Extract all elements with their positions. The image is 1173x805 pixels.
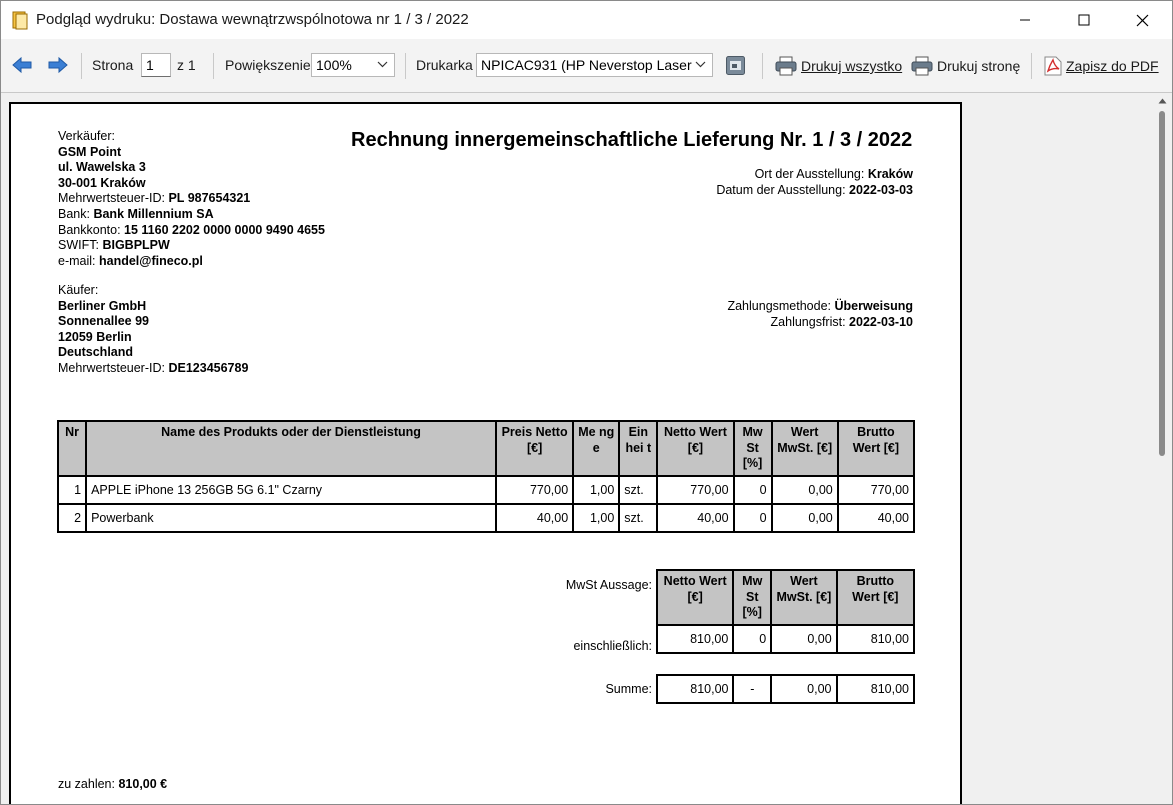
issue-place-value: Kraków bbox=[867, 167, 913, 181]
preview-area bbox=[1, 92, 1172, 805]
table-cell: 810,00 bbox=[657, 675, 733, 703]
payment-info bbox=[727, 299, 913, 330]
table-cell: 1 bbox=[58, 476, 86, 504]
table-cell: 40,00 bbox=[657, 504, 733, 532]
seller-swift bbox=[58, 238, 325, 254]
column-header: Brutto Wert [€] bbox=[837, 570, 914, 625]
page-count-label: z 1 bbox=[177, 57, 196, 73]
amount-due-label: zu zahlen: bbox=[58, 777, 115, 791]
column-header: Brutto Wert [€] bbox=[838, 421, 914, 476]
vertical-scrollbar[interactable] bbox=[1153, 93, 1172, 805]
arrow-right-icon bbox=[48, 56, 68, 74]
seller-vat-label: Mehrwertsteuer-ID: bbox=[58, 191, 165, 206]
column-header: Netto Wert [€] bbox=[657, 570, 733, 625]
maximize-icon bbox=[1078, 14, 1090, 26]
print-page-button[interactable] bbox=[911, 53, 1020, 79]
zoom-label: Powiększenie bbox=[225, 57, 311, 73]
payment-due-label: Zahlungsfrist: bbox=[770, 314, 846, 329]
invoice-title: Rechnung innergemeinschaftliche Lieferung Nr. 1 / 3 / 2022 bbox=[351, 129, 913, 151]
payment-method-label: Zahlungsmethode: bbox=[727, 299, 832, 313]
column-header: Wert MwSt. [€] bbox=[771, 570, 837, 625]
table-cell: 770,00 bbox=[838, 476, 914, 504]
column-header: Name des Produkts oder der Dienstleistung bbox=[86, 421, 496, 476]
table-cell: 0 bbox=[734, 504, 772, 532]
zoom-value: 100% bbox=[316, 57, 352, 73]
toolbar-separator bbox=[1031, 53, 1032, 79]
print-all-button[interactable] bbox=[775, 53, 902, 79]
chevron-down-icon bbox=[377, 60, 388, 68]
amount-due bbox=[58, 777, 167, 793]
chevron-down-icon bbox=[695, 60, 706, 68]
column-header: Me ng e bbox=[573, 421, 619, 476]
print-all-label: Drukuj wszystko bbox=[801, 58, 903, 74]
column-header: Ein hei t bbox=[619, 421, 657, 476]
next-page-button[interactable] bbox=[48, 56, 68, 79]
minimize-button[interactable] bbox=[996, 1, 1054, 39]
toolbar-separator bbox=[81, 53, 82, 79]
seller-email-label: e-mail: bbox=[58, 253, 96, 268]
prev-page-button[interactable] bbox=[12, 56, 32, 79]
table-cell: 0,00 bbox=[771, 625, 837, 653]
window-title: Podgląd wydruku: Dostawa wewnątrzwspólnotowa nr 1 / 3 / 2022 bbox=[36, 11, 469, 28]
buyer-vat-value: DE123456789 bbox=[168, 360, 249, 375]
table-row bbox=[657, 675, 914, 703]
seller-block bbox=[58, 129, 325, 269]
scrollbar-thumb[interactable] bbox=[1159, 111, 1165, 456]
table-cell: 0 bbox=[734, 476, 772, 504]
payment-due-value: 2022-03-10 bbox=[849, 314, 913, 329]
table-cell: 0,00 bbox=[772, 504, 838, 532]
zoom-select[interactable] bbox=[311, 53, 395, 77]
table-cell: 1,00 bbox=[573, 504, 619, 532]
vat-summary-table bbox=[656, 569, 915, 654]
table-cell: 2 bbox=[58, 504, 86, 532]
close-icon bbox=[1136, 14, 1149, 27]
table-cell: 770,00 bbox=[496, 476, 573, 504]
table-row bbox=[58, 504, 914, 532]
table-cell: APPLE iPhone 13 256GB 5G 6.1" Czarny bbox=[86, 476, 496, 504]
printer-icon bbox=[775, 56, 797, 76]
buyer-city: 12059 Berlin bbox=[58, 329, 132, 344]
pdf-icon bbox=[1044, 56, 1062, 76]
buyer-vat bbox=[58, 361, 248, 377]
seller-heading: Verkäufer: bbox=[58, 129, 115, 143]
page-number-input[interactable]: 1 bbox=[141, 53, 171, 77]
printer-settings-icon bbox=[726, 56, 745, 75]
document-page bbox=[9, 102, 962, 805]
items-header-row bbox=[58, 421, 914, 476]
table-cell: 810,00 bbox=[837, 675, 915, 703]
printer-settings-button[interactable] bbox=[726, 56, 745, 80]
payment-method-value: Überweisung bbox=[834, 299, 913, 313]
seller-vat-value: PL 987654321 bbox=[168, 191, 251, 206]
buyer-block bbox=[58, 283, 248, 377]
scroll-up-icon[interactable] bbox=[1158, 98, 1167, 104]
seller-swift-value: BIGBPLPW bbox=[102, 238, 170, 253]
issue-date-value: 2022-03-03 bbox=[849, 182, 913, 197]
table-cell: 1,00 bbox=[573, 476, 619, 504]
table-cell: - bbox=[733, 675, 771, 703]
maximize-button[interactable] bbox=[1055, 1, 1113, 39]
save-pdf-label: Zapisz do PDF bbox=[1066, 58, 1159, 74]
table-cell: szt. bbox=[619, 504, 657, 532]
page-label: Strona bbox=[92, 57, 134, 73]
table-cell: 770,00 bbox=[657, 476, 733, 504]
column-header: Nr bbox=[58, 421, 86, 476]
table-cell: 40,00 bbox=[838, 504, 914, 532]
issue-info bbox=[716, 167, 913, 198]
table-cell: 40,00 bbox=[496, 504, 573, 532]
close-button[interactable] bbox=[1113, 1, 1171, 39]
table-row bbox=[657, 625, 914, 653]
vat-summary-header-row bbox=[657, 570, 914, 625]
seller-bank-label: Bank: bbox=[58, 206, 90, 221]
seller-email-value: handel@fineco.pl bbox=[99, 253, 203, 268]
app-icon bbox=[12, 11, 28, 30]
seller-account-label: Bankkonto: bbox=[58, 222, 121, 237]
save-pdf-button[interactable] bbox=[1044, 53, 1159, 79]
amount-due-value: 810,00 € bbox=[118, 777, 168, 791]
buyer-name: Berliner GmbH bbox=[58, 298, 147, 313]
column-header: Mw St [%] bbox=[733, 570, 771, 625]
minimize-icon bbox=[1019, 14, 1031, 26]
seller-bank-value: Bank Millennium SA bbox=[93, 206, 214, 221]
issue-place bbox=[716, 167, 913, 183]
table-cell: 0,00 bbox=[772, 476, 838, 504]
title-bar bbox=[1, 1, 1172, 39]
toolbar-separator bbox=[762, 53, 763, 79]
seller-name: GSM Point bbox=[58, 144, 122, 159]
vat-summary-row-label: einschließlich: bbox=[573, 639, 652, 653]
items-table bbox=[57, 420, 915, 533]
column-header: Netto Wert [€] bbox=[657, 421, 733, 476]
issue-place-label: Ort der Ausstellung: bbox=[754, 167, 865, 181]
payment-method bbox=[727, 299, 913, 315]
printer-select[interactable] bbox=[476, 53, 713, 77]
buyer-vat-label: Mehrwertsteuer-ID: bbox=[58, 360, 165, 375]
seller-account-value: 15 1160 2202 0000 0000 9490 4655 bbox=[124, 222, 325, 237]
table-cell: 810,00 bbox=[837, 625, 914, 653]
table-cell: 810,00 bbox=[657, 625, 733, 653]
printer-icon bbox=[911, 56, 933, 76]
seller-vat bbox=[58, 191, 325, 207]
seller-city: 30-001 Kraków bbox=[58, 175, 146, 190]
seller-street: ul. Wawelska 3 bbox=[58, 160, 146, 175]
toolbar-separator bbox=[213, 53, 214, 79]
column-header: Wert MwSt. [€] bbox=[772, 421, 838, 476]
sum-label: Summe: bbox=[605, 682, 652, 696]
column-header: Mw St [%] bbox=[734, 421, 772, 476]
issue-date-label: Datum der Ausstellung: bbox=[716, 182, 846, 197]
sum-table bbox=[656, 674, 915, 704]
print-page-label: Drukuj stronę bbox=[937, 58, 1021, 74]
payment-due bbox=[727, 315, 913, 331]
column-header: Preis Netto [€] bbox=[496, 421, 573, 476]
seller-swift-label: SWIFT: bbox=[58, 238, 99, 253]
table-row bbox=[58, 476, 914, 504]
vat-summary-label: MwSt Aussage: bbox=[565, 578, 652, 592]
seller-bank bbox=[58, 207, 325, 223]
toolbar-separator bbox=[405, 53, 406, 79]
arrow-left-icon bbox=[12, 56, 32, 74]
printer-value: NPICAC931 (HP Neverstop Laser bbox=[481, 57, 692, 73]
table-cell: 0 bbox=[733, 625, 771, 653]
table-cell: szt. bbox=[619, 476, 657, 504]
seller-account bbox=[58, 223, 325, 239]
toolbar bbox=[1, 39, 1172, 92]
table-cell: 0,00 bbox=[771, 675, 836, 703]
printer-label: Drukarka bbox=[416, 57, 473, 73]
seller-email bbox=[58, 254, 325, 270]
buyer-country: Deutschland bbox=[58, 345, 134, 360]
issue-date bbox=[716, 183, 913, 199]
table-cell: Powerbank bbox=[86, 504, 496, 532]
buyer-heading: Käufer: bbox=[58, 283, 99, 297]
buyer-street: Sonnenallee 99 bbox=[58, 314, 150, 329]
